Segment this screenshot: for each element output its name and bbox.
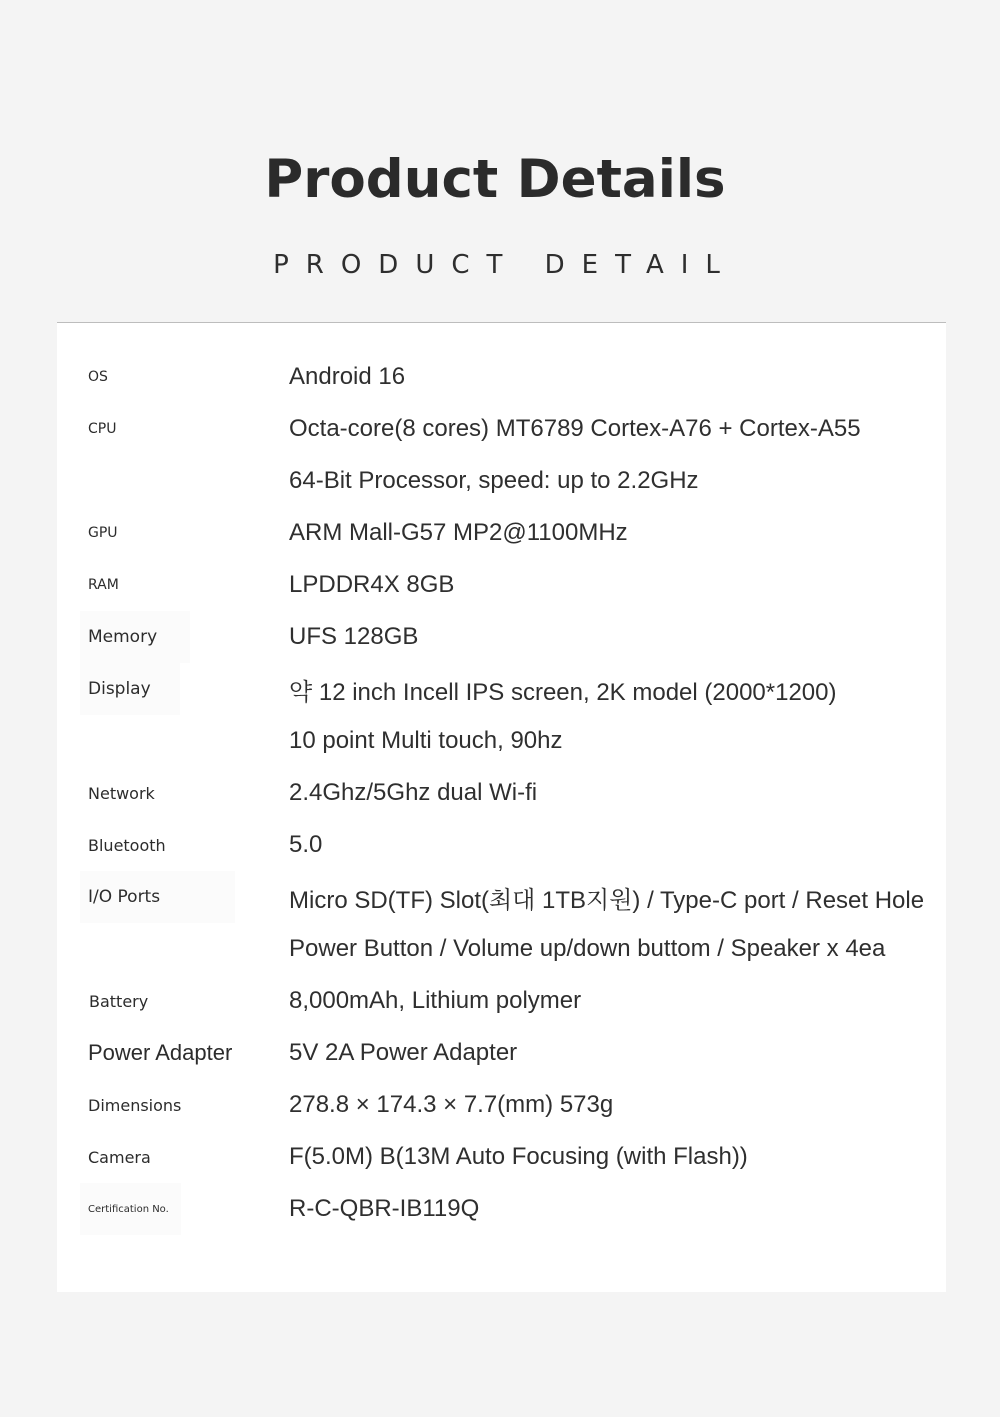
spec-row-certification [57,1183,946,1235]
spec-row-display [57,663,946,715]
spec-label: Battery [89,991,149,1011]
spec-value: 약 12 inch Incell IPS screen, 2K model (2000*1200) [289,678,837,706]
page-subtitle: PRODUCT DETAIL [273,250,737,280]
spec-row-dimensions [57,1079,946,1131]
spec-table [57,323,946,1292]
spec-label: Network [88,783,155,803]
spec-row-io-ports-continued [57,923,946,975]
spec-row-battery [57,975,946,1027]
spec-row-io-ports [57,871,946,923]
spec-value: 64-Bit Processor, speed: up to 2.2GHz [289,467,699,494]
spec-label: Certification No. [80,1183,181,1235]
spec-label: Memory [80,611,190,663]
spec-label: Power Adapter [88,1040,233,1065]
spec-value: 2.4Ghz/5Ghz dual Wi-fi [289,779,538,806]
spec-row-ram [57,559,946,611]
spec-value: UFS 128GB [289,623,419,650]
spec-value: Power Button / Volume up/down buttom / Speaker x 4ea [289,935,886,962]
spec-label: Dimensions [88,1095,182,1115]
spec-row-os [57,351,946,403]
spec-row-gpu [57,507,946,559]
spec-value: LPDDR4X 8GB [289,571,455,598]
spec-value: 5V 2A Power Adapter [289,1039,518,1066]
spec-value: Octa-core(8 cores) MT6789 Cortex-A76 + Cortex-A55 [289,415,861,442]
spec-label: Camera [88,1147,151,1167]
spec-value: Micro SD(TF) Slot(최대 1TB지원) / Type-C port / Reset Hole [289,886,925,914]
spec-value: 10 point Multi touch, 90hz [289,727,563,754]
spec-label: RAM [88,577,119,593]
spec-value: 8,000mAh, Lithium polymer [289,987,582,1014]
spec-label: I/O Ports [80,871,235,923]
spec-label: OS [88,369,108,385]
spec-value: 5.0 [289,831,323,858]
spec-row-power-adapter [57,1027,946,1079]
spec-row-memory [57,611,946,663]
spec-value: R-C-QBR-IB119Q [289,1195,480,1222]
spec-value: Android 16 [289,363,406,390]
spec-label: GPU [88,525,118,541]
spec-row-camera [57,1131,946,1183]
spec-label: CPU [88,421,117,437]
page-title: Product Details [264,149,726,210]
spec-value: F(5.0M) B(13M Auto Focusing (with Flash)) [289,1143,748,1170]
spec-row-cpu-continued [57,455,946,507]
spec-value: ARM Mall-G57 MP2@1100MHz [289,519,628,546]
spec-row-display-continued [57,715,946,767]
spec-label: Display [80,663,180,715]
spec-row-network [57,767,946,819]
spec-label: Bluetooth [88,835,166,855]
spec-row-cpu [57,403,946,455]
spec-row-bluetooth [57,819,946,871]
spec-value: 278.8 × 174.3 × 7.7(mm) 573g [289,1091,614,1118]
